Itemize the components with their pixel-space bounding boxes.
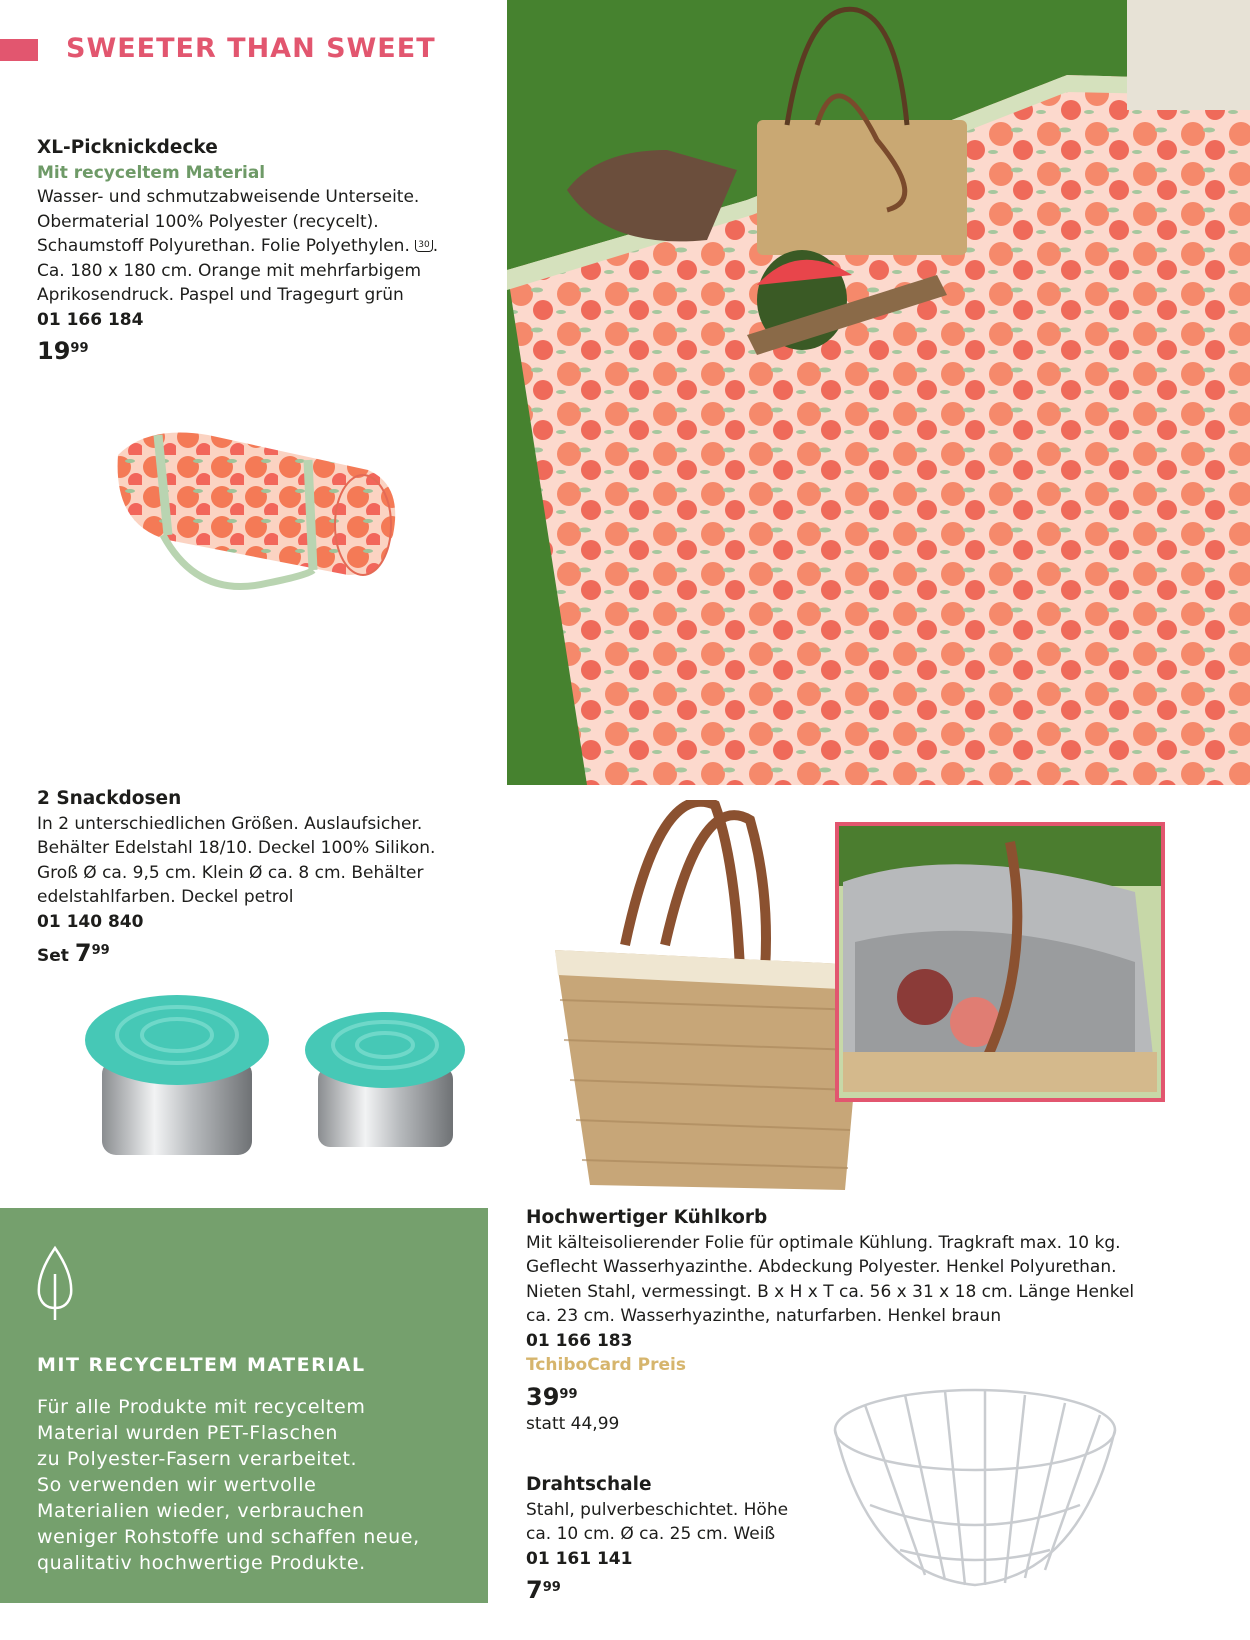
wire-bowl-image [830, 1385, 1120, 1600]
desc-line: Schaumstoff Polyurethan. Folie Polyethylen. 30 . [37, 236, 439, 256]
product-title: Drahtschale [526, 1474, 652, 1495]
desc-line: Stahl, pulverbeschichtet. Höhe [526, 1499, 789, 1520]
box-title: MIT RECYCELTEM MATERIAL [37, 1354, 366, 1376]
accent-bar [0, 39, 38, 61]
wash-care-icon: 30 [415, 240, 432, 252]
old-price: statt 44,99 [526, 1413, 620, 1434]
leaf-icon [35, 1244, 75, 1322]
rolled-blanket-image [108, 425, 408, 605]
desc-line: Groß Ø ca. 9,5 cm. Klein Ø ca. 8 cm. Behälter [37, 862, 424, 883]
article-number: 01 166 184 [37, 309, 144, 330]
product-title: XL-Picknickdecke [37, 137, 218, 158]
price: Set $7^{99}$ [37, 939, 110, 967]
product-title: Hochwertiger Kühlkorb [526, 1207, 768, 1228]
product-blanket [37, 136, 497, 366]
product-snackdosen [37, 787, 497, 971]
snack-containers-image [80, 995, 480, 1180]
price: $19^{99}$ [37, 337, 89, 365]
recycled-material-box [0, 1208, 488, 1603]
desc-line: Mit kälteisolierender Folie für optimale Kühlung. Tragkraft max. 10 kg. [526, 1232, 1121, 1253]
picnic-scene-photo [507, 0, 1250, 785]
desc-line: Ca. 180 x 180 cm. Orange mit mehrfarbigem [37, 260, 422, 281]
product-title: 2 Snackdosen [37, 788, 182, 809]
price: $39^{99}$ [526, 1382, 578, 1411]
desc-line: ca. 23 cm. Wasserhyazinthe, naturfarben. Henkel braun [526, 1306, 1002, 1326]
page-headline: SWEETER THAN SWEET [66, 33, 436, 64]
desc-line: Wasser- und schmutzabweisende Unterseite. [37, 187, 420, 207]
desc-line: edelstahlfarben. Deckel petrol [37, 887, 294, 907]
product-subtitle: Mit recyceltem Material [37, 162, 266, 183]
desc-line: Behälter Edelstahl 18/10. Deckel 100% Silikon. [37, 838, 436, 858]
article-number: 01 140 840 [37, 911, 144, 932]
desc-line: Geflecht Wasserhyazinthe. Abdeckung Polyester. Henkel Polyurethan. [526, 1257, 1117, 1277]
article-number: 01 161 141 [526, 1548, 633, 1569]
desc-line: In 2 unterschiedlichen Größen. Auslaufsicher. [37, 813, 423, 834]
desc-line: ca. 10 cm. Ø ca. 25 cm. Weiß [526, 1524, 776, 1544]
price: $7^{99}$ [526, 1576, 561, 1604]
cooler-inside-photo [835, 822, 1165, 1102]
desc-line: Nieten Stahl, vermessingt. B x H x T ca. 56 x 31 x 18 cm. Länge Henkel [526, 1281, 1135, 1302]
desc-line: Aprikosendruck. Paspel und Tragegurt grün [37, 285, 404, 305]
tchibocard-label: TchiboCard Preis [526, 1355, 686, 1375]
product-drahtschale [526, 1473, 846, 1605]
box-text: Für alle Produkte mit recyceltem Material wurden PET-Flaschen zu Polyester-Fasern verarbeitet. So verwenden wir wertvolle Materialien wieder, verbrauchen weniger Rohstoffe und schaffen neue, qualitativ hochwertige Produkte. [37, 1396, 420, 1574]
desc-line: Obermaterial 100% Polyester (recycelt). [37, 211, 379, 232]
article-number: 01 166 183 [526, 1330, 633, 1351]
